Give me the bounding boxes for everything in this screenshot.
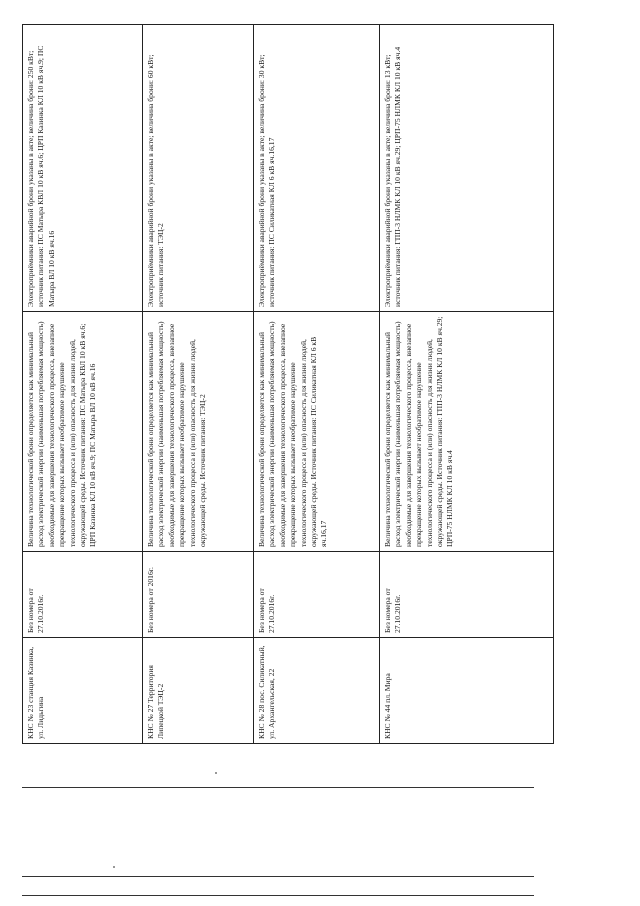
emergency-armor-cell: Электроприёмники аварийной брони указаны в акте; величина брони: 250 кВт; источник питания: ПС Матыра КВЛ 10 кВ яч.6; ЦРП Казинка КЛ 10 кВ яч.9; ПС Матыра ВЛ 10 кВ яч.16 [26,45,56,307]
table-row [254,25,380,743]
document-cell: Без номера от 27.10.2016г. [380,551,553,637]
tech-armor-cell: Величина технологической брони определяется как минимальный расход электрической энергии (наименьшая потребляемая мощность) необходимые для завершения технологического процесса, внезапное прекращение которых вызывает необратимое нарушение технологического процесса и (или) опасность для жизни людей, окружающей среды. Источник питания: ПС Силикатная КЛ 6 кВ яч.16,17 [254,311,379,551]
document-cell: Без номера от 27.10.2016г. [254,551,379,637]
object-cell: КНС № 28 пос. Силикатный, ул. Архангельская, 22 [254,637,379,743]
object-cell: КНС № 27 Территория Липецкой ТЭЦ-2 [143,637,253,743]
document-cell: Без номера от 2016г. [143,551,253,637]
horizontal-rule [22,895,534,896]
object-cell: КНС № 23 станция Казинка, ул. Лидьгина [23,637,142,743]
object-cell: КНС № 44 пл. Мира [380,637,553,743]
tech-armor-cell: Величина технологической брони определяется как минимальный расход электрической энергии (наименьшая потребляемая мощность) необходимые для завершения технологического процесса, внезапное прекращение которых вызывает необратимое нарушение технологического процесса и (или) опасность для жизни людей, окружающей среды. Источник питания: ТЭЦ-2 [143,311,253,551]
scan-speck [113,866,115,868]
horizontal-rule [22,876,534,877]
rotated-table-viewport [22,24,554,744]
table-row [23,25,143,743]
armor-table [22,24,554,744]
document-cell: Без номера от 27.10.2016г. [23,551,142,637]
table-row [143,25,254,743]
emergency-armor-cell: Электроприёмники аварийной брони указаны в акте; величина брони: 60 кВт; источник питания: ТЭЦ-2 [146,54,166,307]
scan-speck [215,772,217,774]
tech-armor-cell: Величина технологической брони определяется как минимальный расход электрической энергии (наименьшая потребляемая мощность) необходимые для завершения технологического процесса, внезапное прекращение которых вызывает необратимое нарушение технологического процесса и (или) опасность для жизни людей, окружающей среды. Источник питания: ГПП-3 НЛМК КЛ 10 кВ яч.29; ЦРП-75 НЛМК КЛ 10 кВ яч.4 [380,311,553,551]
table-row [380,25,553,743]
emergency-armor-cell: Электроприёмники аварийной брони указаны в акте; величина брони: 13 кВт; источник питания: ГПП-3 НЛМК КЛ 10 кВ яч.29; ЦРП-75 НЛМК КЛ 10 кВ яч.4 [383,46,403,307]
horizontal-rule [22,787,534,788]
tech-armor-cell: Величина технологической брони определяется как минимальный расход электрической энергии (наименьшая потребляемая мощность) необходимые для завершения технологического процесса, внезапное прекращение которых вызывает необратимое нарушение технологического процесса и (или) опасность для жизни людей, окружающей среды. Источник питания: ПС Матыра КВЛ 10 кВ яч.6; ЦРП Казинка КЛ 10 кВ яч.9; ПС Матыра ВЛ 10 кВ яч.16 [23,311,142,551]
emergency-armor-cell: Электроприёмники аварийной брони указаны в акте; величина брони: 30 кВт; источник питания: ПС Силикатная КЛ 6 кВ яч.16,17 [257,54,277,307]
